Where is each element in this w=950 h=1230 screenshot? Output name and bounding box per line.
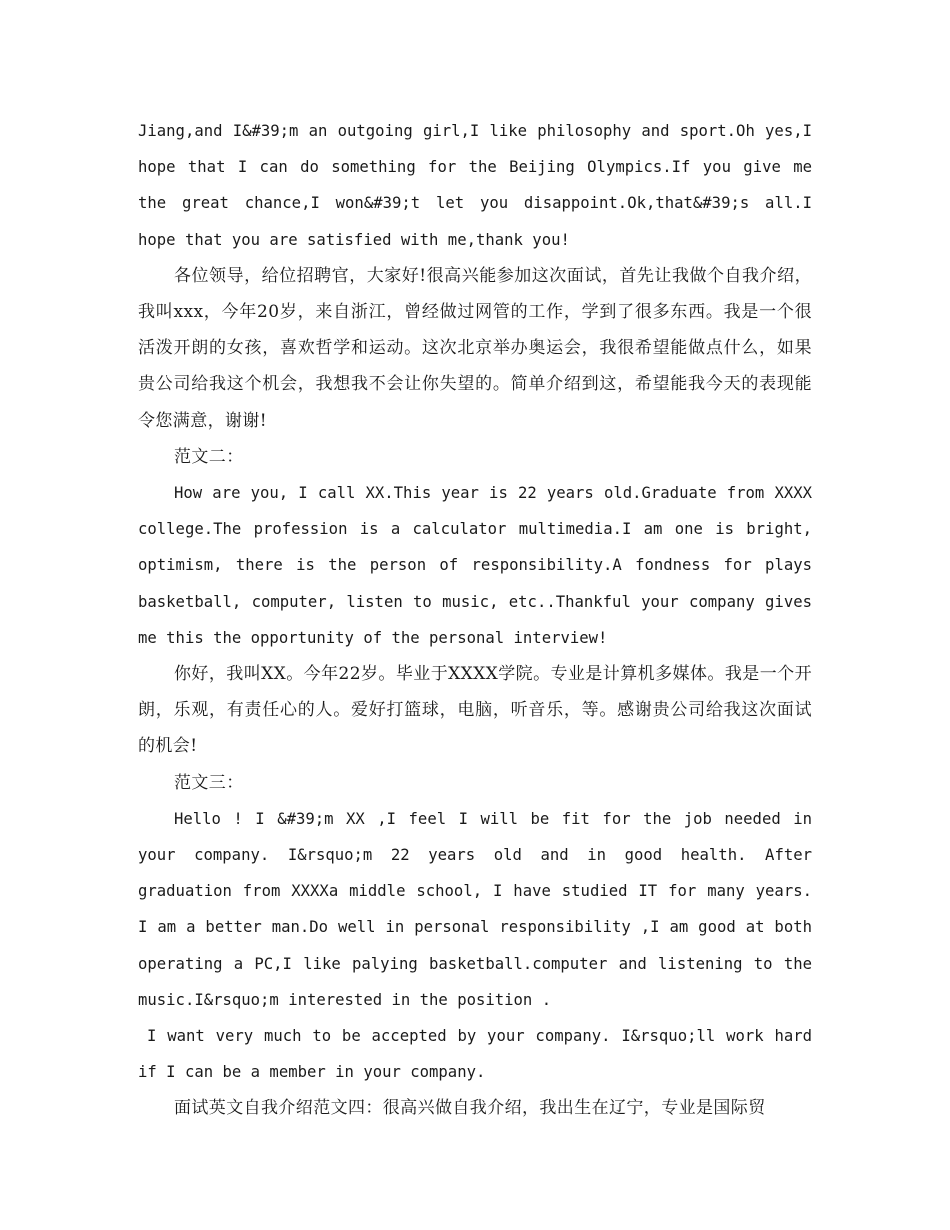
paragraph-chinese-intro: 各位领导，给位招聘官，大家好!很高兴能参加这次面试，首先让我做个自我介绍，我叫xxx，今年20岁，来自浙江，曾经做过网管的工作，学到了很多东西。我是一个很活泼开朗的女孩，喜欢哲学和运动。这次北京举办奥运会，我很希望能做点什么，如果贵公司给我这个机会，我想我不会让你失望的。简单介绍到这，希望能我今天的表现能令您满意，谢谢! [138, 265, 812, 431]
paragraph-chinese-sample-two: 你好，我叫XX。今年22岁。毕业于XXXX学院。专业是计算机多媒体。我是一个开朗，乐观，有责任心的人。爱好打篮球，电脑，听音乐，等。感谢贵公司给我这次面试的机会! [138, 664, 812, 757]
document-page [138, 113, 812, 1127]
section-heading-sample-three: 范文三： [174, 772, 244, 793]
paragraph-english-sample-three-closing: I want very much to be accepted by your company. I&rsquo;ll work hard if I can be a member in your company. [138, 1027, 812, 1082]
paragraph-english-sample-two: How are you, I call XX.This year is 22 years old.Graduate from XXXX college.The profession is a calculator multimedia.I am one is bright, optimism, there is the person of responsibility.A fondness for plays basketball, computer, listen to music, etc..Thankful your company gives me this the opportunity of the personal interview! [138, 484, 812, 647]
paragraph-chinese-sample-four-start: 面试英文自我介绍范文四：很高兴做自我介绍，我出生在辽宁，专业是国际贸 [174, 1098, 766, 1119]
paragraph-english-sample-three: Hello ! I &#39;m XX ,I feel I will be fit for the job needed in your company. I&rsquo;m 22 years old and in good health. After graduation from XXXXa middle school, I have studied IT for many years. I am a better man.Do well in personal responsibility ,I am good at both operating a PC,I like palying basketball.computer and listening to the music.I&rsquo;m interested in the position . [138, 809, 812, 1009]
section-heading-sample-two: 范文二： [174, 446, 244, 467]
paragraph-english-intro-continued: Jiang,and I&#39;m an outgoing girl,I like philosophy and sport.Oh yes,I hope that I can do something for the Beijing Olympics.If you give me the great chance,I won&#39;t let you disappoint.Ok,that&#39;s all.I hope that you are satisfied with me,thank you! [138, 122, 812, 249]
